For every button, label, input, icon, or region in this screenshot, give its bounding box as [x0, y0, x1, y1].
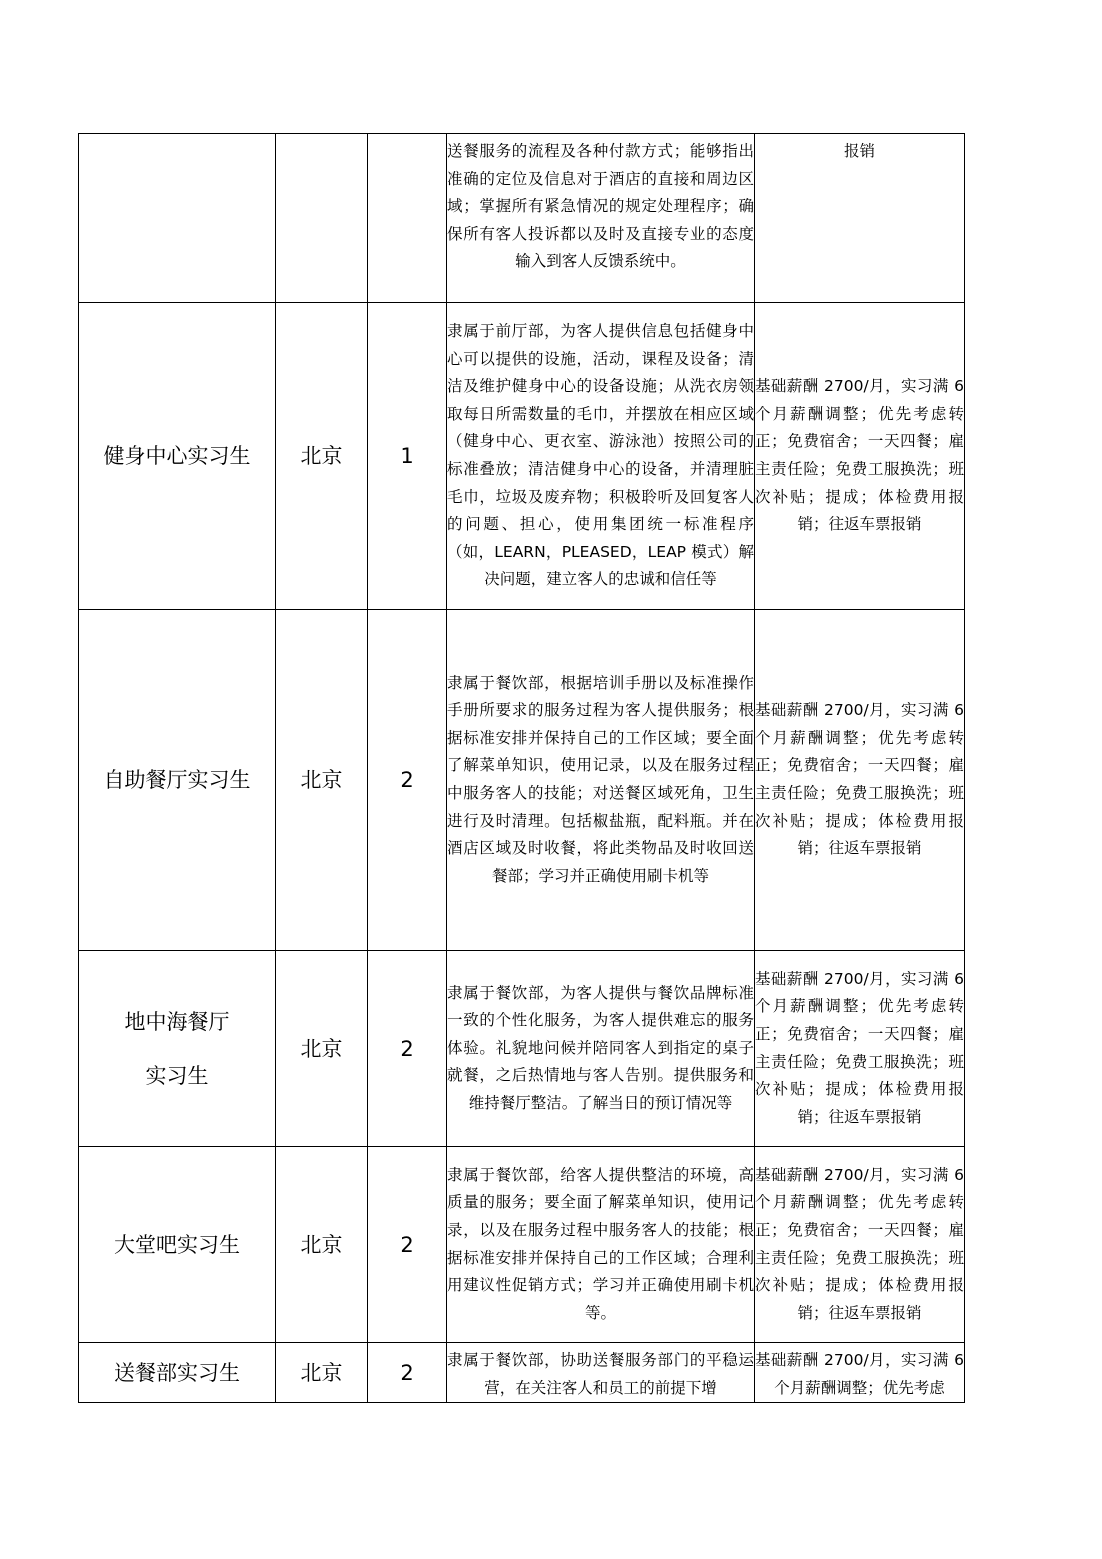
description-cell: 隶属于餐饮部，为客人提供与餐饮品牌标准一致的个性化服务，为客人提供难忘的服务体验。礼貌地问候并陪同客人到指定的桌子就餐，之后热情地与客人告别。提供服务和维持餐厅整洁。了解当日的预订情况等 — [447, 951, 755, 1147]
table-row — [79, 610, 965, 951]
benefits-cell: 基础薪酬 2700/月，实习满 6 个月薪酬调整；优先考虑转正；免费宿舍；一天四餐；雇主责任险；免费工服换洗；班次补贴；提成；体检费用报销；往返车票报销 — [755, 1147, 965, 1343]
city-cell: 北京 — [276, 1343, 368, 1403]
benefits-cell: 基础薪酬 2700/月，实习满 6 个月薪酬调整；优先考虑转正；免费宿舍；一天四餐；雇主责任险；免费工服换洗；班次补贴；提成；体检费用报销；往返车票报销 — [755, 951, 965, 1147]
count-cell: 2 — [368, 610, 447, 951]
position-cell: 健身中心实习生 — [79, 303, 276, 610]
position-cell: 大堂吧实习生 — [79, 1147, 276, 1343]
benefits-cell: 报销 — [755, 134, 965, 303]
benefits-cell: 基础薪酬 2700/月，实习满 6 个月薪酬调整；优先考虑转正；免费宿舍；一天四餐；雇主责任险；免费工服换洗；班次补贴；提成；体检费用报销；往返车票报销 — [755, 303, 965, 610]
benefits-cell: 基础薪酬 2700/月，实习满 6 个月薪酬调整；优先考虑转正；免费宿舍；一天四餐；雇主责任险；免费工服换洗；班次补贴；提成；体检费用报销；往返车票报销 — [755, 610, 965, 951]
count-cell: 1 — [368, 303, 447, 610]
position-title-line: 地中海餐厅 — [124, 1009, 230, 1034]
table-row — [79, 951, 965, 1147]
position-cell: 自助餐厅实习生 — [79, 610, 276, 951]
city-cell — [276, 134, 368, 303]
count-cell: 2 — [368, 951, 447, 1147]
position-cell — [79, 134, 276, 303]
position-cell: 送餐部实习生 — [79, 1343, 276, 1403]
city-cell: 北京 — [276, 951, 368, 1147]
city-cell: 北京 — [276, 1147, 368, 1343]
benefits-cell: 基础薪酬 2700/月，实习满 6 个月薪酬调整；优先考虑 — [755, 1343, 965, 1403]
description-cell: 隶属于餐饮部，给客人提供整洁的环境，高质量的服务；要全面了解菜单知识，使用记录，以及在服务过程中服务客人的技能；根据标准安排并保持自己的工作区域；合理利用建议性促销方式；学习并正确使用刷卡机等。 — [447, 1147, 755, 1343]
count-cell: 2 — [368, 1147, 447, 1343]
city-cell: 北京 — [276, 610, 368, 951]
description-cell: 隶属于餐饮部，协助送餐服务部门的平稳运营，在关注客人和员工的前提下增 — [447, 1343, 755, 1403]
internship-table — [78, 133, 965, 1403]
count-cell: 2 — [368, 1343, 447, 1403]
table-row — [79, 303, 965, 610]
count-cell — [368, 134, 447, 303]
position-title-line: 实习生 — [145, 1063, 209, 1088]
description-cell: 隶属于前厅部，为客人提供信息包括健身中心可以提供的设施，活动，课程及设备；清洁及维护健身中心的设备设施；从洗衣房领取每日所需数量的毛巾，并摆放在相应区域（健身中心、更衣室、游泳池）按照公司的标准叠放；清洁健身中心的设备，并清理脏毛巾，垃圾及废弃物；积极聆听及回复客人的问题、担心，使用集团统一标准程序（如，LEARN，PLEASED，LEAP 模式）解决问题，建立客人的忠诚和信任等 — [447, 303, 755, 610]
position-cell — [79, 951, 276, 1147]
description-cell: 送餐服务的流程及各种付款方式；能够指出准确的定位及信息对于酒店的直接和周边区域；掌握所有紧急情况的规定处理程序；确保所有客人投诉都以及时及直接专业的态度输入到客人反馈系统中。 — [447, 134, 755, 303]
table-row — [79, 134, 965, 303]
table-row — [79, 1343, 965, 1403]
description-cell: 隶属于餐饮部，根据培训手册以及标准操作手册所要求的服务过程为客人提供服务；根据标准安排并保持自己的工作区域；要全面了解菜单知识，使用记录，以及在服务过程中服务客人的技能；对送餐区域死角，卫生进行及时清理。包括椒盐瓶，配料瓶。并在酒店区域及时收餐，将此类物品及时收回送餐部；学习并正确使用刷卡机等 — [447, 610, 755, 951]
table-row — [79, 1147, 965, 1343]
city-cell: 北京 — [276, 303, 368, 610]
